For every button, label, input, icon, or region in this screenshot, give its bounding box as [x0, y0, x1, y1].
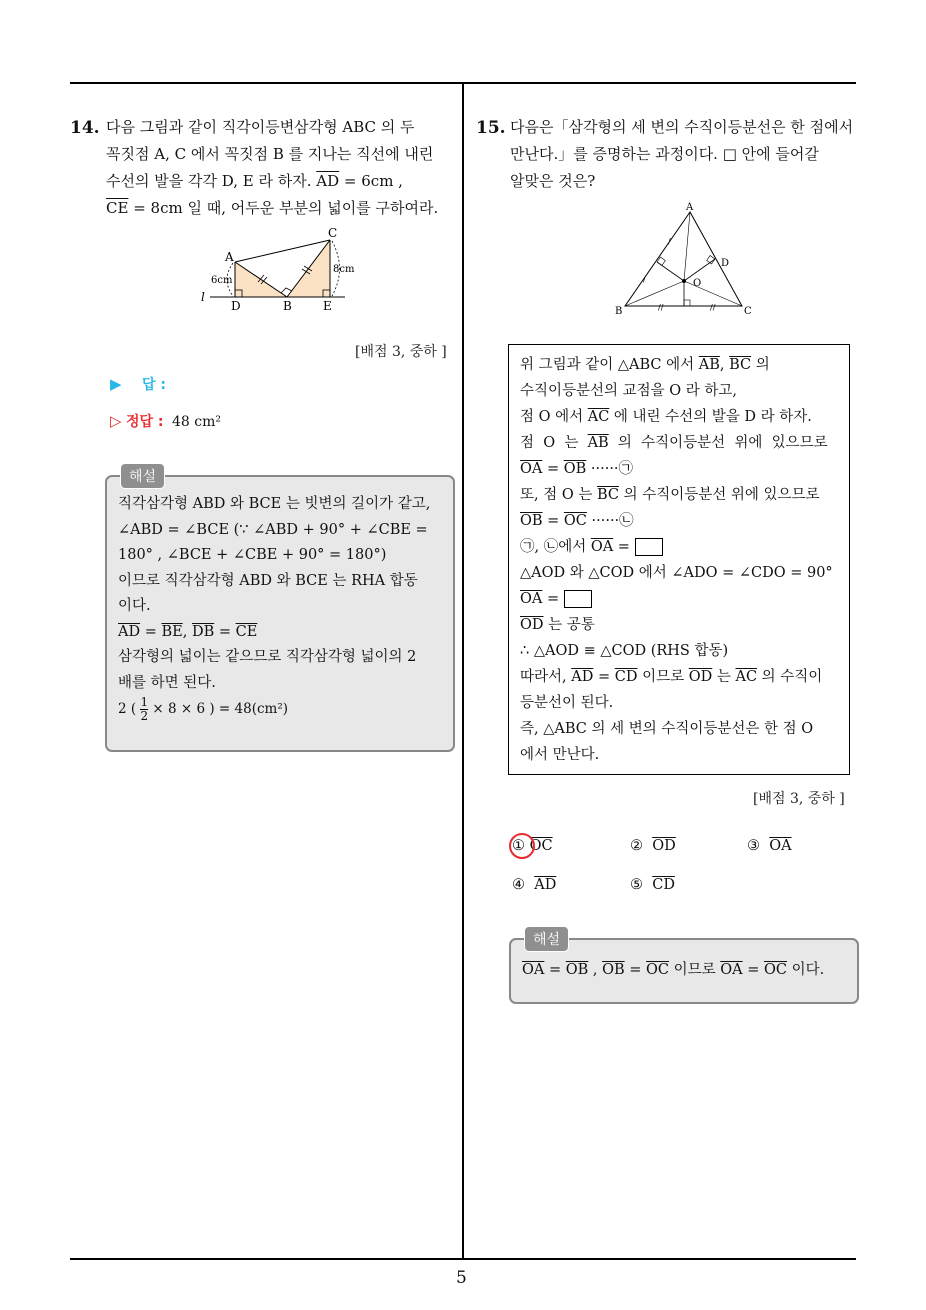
q15-p1-ab: $\overline{AB}$ [698, 357, 720, 373]
q15-expl-ob2: $\overline{OB}$ [602, 962, 625, 978]
q15-choice-3-val: $\overline{OA}$ [769, 838, 792, 854]
q14-label-e: E [323, 299, 332, 313]
q14-line-2: 꼭짓점 A, C 에서 꼭짓점 B 를 지나는 직선에 내린 [106, 145, 434, 163]
q15-p1-bc: $\overline{BC}$ [729, 357, 752, 373]
q14-correct-row [110, 411, 221, 431]
q14-expl-line-2: ∠ABD = ∠BCE (∵ ∠ABD + 90° + ∠CBE = [118, 521, 428, 538]
q15-p1-sep: , [719, 357, 730, 373]
q15-proof-line-3 [520, 404, 842, 430]
q14-ce-label: $\overline{CE}$ [106, 199, 129, 217]
q15-label-d: D [721, 258, 730, 269]
q15-proof-line-4 [520, 430, 842, 456]
q14-line-1: 다음 그림과 같이 직각이등변삼각형 ABC 의 두 [106, 118, 415, 136]
q14-label-l: l [201, 290, 205, 304]
q15-score: [배점 3, 중하 ] [753, 791, 845, 807]
q15-proof-line-11 [520, 612, 842, 638]
q15-proof-line-6 [520, 482, 842, 508]
q15-seg-oa [684, 212, 690, 281]
q15-proof-body [520, 352, 842, 768]
q15-choice-1[interactable] [512, 838, 553, 854]
q14-answer-label: 답 : [142, 377, 166, 393]
q15-label-o: O [693, 278, 702, 289]
q15-p8-eq: = [613, 539, 635, 555]
q15-line-2: 만난다.」를 증명하는 과정이다. □ 안에 들어갈 [510, 145, 819, 163]
q14-line-4-text: 일 때, 어두운 부분의 넓이를 구하여라. [187, 199, 439, 217]
q15-proof-line-7 [520, 508, 842, 534]
q15-p13-od: $\overline{OD}$ [688, 669, 713, 685]
q15-p7-ob: $\overline{OB}$ [520, 513, 543, 529]
q15-label-a: A [686, 202, 694, 213]
q14-eq-ad: $\overline{AD}$ [118, 623, 141, 640]
q14-label-c: C [328, 226, 338, 240]
q15-expl-eq2: = [624, 962, 647, 978]
q14-answer-arrow-icon: ▶ [110, 375, 122, 393]
q15-expl-mid: 이므로 [669, 962, 721, 978]
q14-eq-sep: , [182, 623, 192, 640]
q15-number: 15. [476, 118, 506, 138]
q14-line-3-text: 수선의 발을 각각 D, E 라 하자. [106, 172, 312, 190]
q14-expl-line-4: 이므로 직각삼각형 ABD 와 BCE 는 RHA 합동 [118, 572, 418, 589]
q15-blank-box-2 [564, 590, 592, 608]
q15-expl-oa: $\overline{OA}$ [522, 962, 545, 978]
q14-label-d: D [231, 299, 241, 313]
q14-expl-line-5: 이다. [118, 598, 151, 614]
q15-choice-1-val: $\overline{OC}$ [529, 838, 553, 854]
q15-p3-ac: $\overline{AC}$ [587, 409, 610, 425]
q15-proof-line-8 [520, 534, 842, 560]
q14-ad-value: = 6cm , [339, 172, 403, 190]
q15-p13-mid2: 는 [712, 669, 736, 685]
q15-p13-mid: 이므로 [637, 669, 689, 685]
q15-expl-oc2: $\overline{OC}$ [764, 962, 787, 978]
q14-expl-line-7: 배를 하면 된다. [118, 674, 216, 691]
q14-explanation-tag: 해설 [120, 463, 165, 489]
q15-expl-sep: , [588, 962, 603, 978]
q15-right-angle-bc [684, 300, 690, 306]
q15-p13-ac: $\overline{AC}$ [735, 669, 758, 685]
q15-point-o [682, 279, 686, 283]
q14-label-b: B [283, 299, 292, 313]
q15-p7-oc: $\overline{OC}$ [563, 513, 587, 529]
q15-p11-od: $\overline{OD}$ [520, 617, 544, 633]
q15-label-b: B [615, 306, 623, 317]
q15-p13-ad: $\overline{AD}$ [571, 669, 594, 685]
q14-line-4 [106, 195, 451, 222]
q14-text [106, 114, 451, 222]
q15-p13-cd: $\overline{CD}$ [614, 669, 638, 685]
q14-expl-line-1: 직각삼각형 ABD 와 BCE 는 빗변의 길이가 같고, [118, 496, 431, 512]
q14-calc-den: 2 [140, 709, 149, 723]
q15-p6-pre: 또, 점 O 는 [520, 487, 597, 503]
q14-answer-row [110, 374, 166, 394]
q15-choice-2-num: ② [630, 838, 643, 854]
q15-p10-eq: = [542, 591, 564, 607]
q15-proof-line-10 [520, 586, 842, 612]
q14-label-8cm: 8cm [333, 264, 355, 275]
q14-expl-equalities [118, 620, 446, 646]
q15-choice-2[interactable] [630, 838, 676, 854]
q15-proof-line-13 [520, 664, 842, 690]
page-number: 5 [456, 1268, 467, 1288]
q15-expl-ob: $\overline{OB}$ [565, 962, 589, 978]
q15-selected-circle [509, 833, 535, 859]
q15-figure [610, 200, 760, 320]
q14-label-a: A [225, 250, 234, 264]
q15-p6-post: 의 수직이등분선 위에 있으므로 [619, 487, 820, 503]
q15-p5-oa: $\overline{OA}$ [520, 461, 543, 477]
q14-calc-num: 1 [140, 695, 149, 709]
q15-p13-post: 의 수직이 [757, 669, 823, 685]
q15-blank-box-1 [635, 538, 663, 556]
q15-tick-ab-2: / [643, 275, 646, 284]
q14-ad-label: $\overline{AD}$ [316, 172, 340, 190]
q14-expl-calc [118, 696, 446, 723]
q15-p1-pre: 위 그림과 같이 △ABC 에서 [520, 357, 699, 373]
q15-explanation-body [522, 958, 852, 984]
q15-tick-bc-2: // [710, 303, 716, 312]
q15-tick-ab-1: / [668, 237, 671, 246]
q15-p1-post: 의 [751, 357, 770, 373]
q15-p13-eq: = [593, 669, 615, 685]
q15-p5-eq: = [542, 461, 564, 477]
q14-number: 14. [70, 118, 100, 138]
q14-label-6cm: 6cm [211, 275, 233, 286]
q14-score: [배점 3, 중하 ] [355, 344, 447, 360]
q15-proof-line-1 [520, 352, 842, 378]
q15-expl-eq3: = [742, 962, 764, 978]
q15-label-c: C [744, 306, 752, 317]
q15-p7-eq: = [542, 513, 564, 529]
q15-choice-5-num: ⑤ [630, 877, 643, 893]
q15-choice-3-num: ③ [747, 838, 760, 854]
q15-p3-post: 에 내린 수선의 발을 D 라 하자. [609, 409, 812, 425]
column-divider [462, 82, 464, 1259]
q15-explanation-tag: 해설 [524, 926, 569, 952]
q14-line-3 [106, 168, 451, 195]
q15-line-1: 다음은「삼각형의 세 변의 수직이등분선은 한 점에서 [510, 118, 854, 136]
q15-choice-2-val: $\overline{OD}$ [652, 838, 676, 854]
q14-expl-line-3: 180° , ∠BCE + ∠CBE + 90° = 180°) [118, 547, 387, 563]
q15-choice-1-num: ① [512, 838, 525, 854]
q15-choice-4[interactable] [512, 877, 556, 893]
q15-choice-3[interactable] [747, 838, 792, 854]
q14-ce-value: = 8cm [128, 199, 188, 217]
q15-proof-line-2: 수직이등분선의 교점을 O 라 하고, [520, 383, 738, 399]
q14-eq-be: $\overline{BE}$ [161, 623, 183, 640]
q15-p3-pre: 점 O 에서 [520, 409, 588, 425]
q15-proof-line-14: 등분선이 된다. [520, 695, 614, 711]
q15-expl-oc: $\overline{OC}$ [646, 962, 670, 978]
q15-proof-line-9: △AOD 와 △COD 에서 ∠ADO = ∠CDO = 90° [520, 565, 833, 581]
q15-proof-line-12: ∴ △AOD ≡ △COD (RHS 합동) [520, 643, 729, 659]
q15-p11-post: 는 공통 [543, 617, 595, 633]
q15-text [510, 114, 860, 195]
q15-proof-line-16: 에서 만난다. [520, 747, 600, 763]
q15-choice-4-val: $\overline{AD}$ [534, 877, 557, 893]
q14-correct-value: 48 cm² [171, 414, 221, 430]
q15-p6-bc: $\overline{BC}$ [596, 487, 619, 503]
q14-eq-db: $\overline{DB}$ [191, 623, 215, 640]
q14-correct-label: 정답 : [126, 414, 164, 430]
q14-eq-sign-2: = [214, 623, 236, 640]
q15-line-3: 알맞은 것은? [510, 172, 596, 190]
q15-choice-5[interactable] [630, 877, 675, 893]
q14-calc-fraction [140, 696, 148, 723]
q15-p4-ab: $\overline{AB}$ [587, 435, 609, 451]
q14-calc-post: × 8 × 6 ) = 48(cm²) [152, 701, 289, 717]
q14-explanation-body [118, 492, 446, 723]
q15-choice-5-val: $\overline{CD}$ [652, 877, 675, 893]
q15-p8-pre: ㉠, ㉡에서 [520, 539, 591, 555]
q15-p7-post: ······㉡ [586, 513, 634, 529]
q15-p4-post: 의 수직이등분선 위에 있으므로 [608, 435, 828, 451]
q15-choice-4-num: ④ [512, 877, 525, 893]
q15-proof-line-15: 즉, △ABC 의 세 변의 수직이등분선은 한 점 O [520, 721, 814, 737]
q15-p5-post: ······㉠ [586, 461, 634, 477]
q14-eq-ce: $\overline{CE}$ [235, 623, 258, 640]
q15-expl-post: 이다. [786, 962, 825, 978]
q15-tick-bc-1: // [658, 303, 664, 312]
q15-p5-ob: $\overline{OB}$ [563, 461, 587, 477]
q15-expl-eq1: = [544, 962, 566, 978]
q14-expl-line-6: 삼각형의 넓이는 같으므로 직각삼각형 넓이의 2 [118, 649, 417, 665]
q14-figure [195, 225, 365, 315]
q14-eq-sign-1: = [140, 623, 162, 640]
q15-p13-pre: 따라서, [520, 669, 572, 685]
q15-p8-oa: $\overline{OA}$ [590, 539, 614, 555]
q15-p10-oa: $\overline{OA}$ [520, 591, 543, 607]
q15-proof-line-5 [520, 456, 842, 482]
q14-correct-arrow-icon: ▷ [110, 412, 122, 430]
q14-calc-pre: 2 ( [118, 701, 137, 717]
q15-p4-pre: 점 O 는 [520, 435, 588, 451]
q15-expl-oa2: $\overline{OA}$ [720, 962, 743, 978]
bottom-rule [70, 1258, 856, 1260]
